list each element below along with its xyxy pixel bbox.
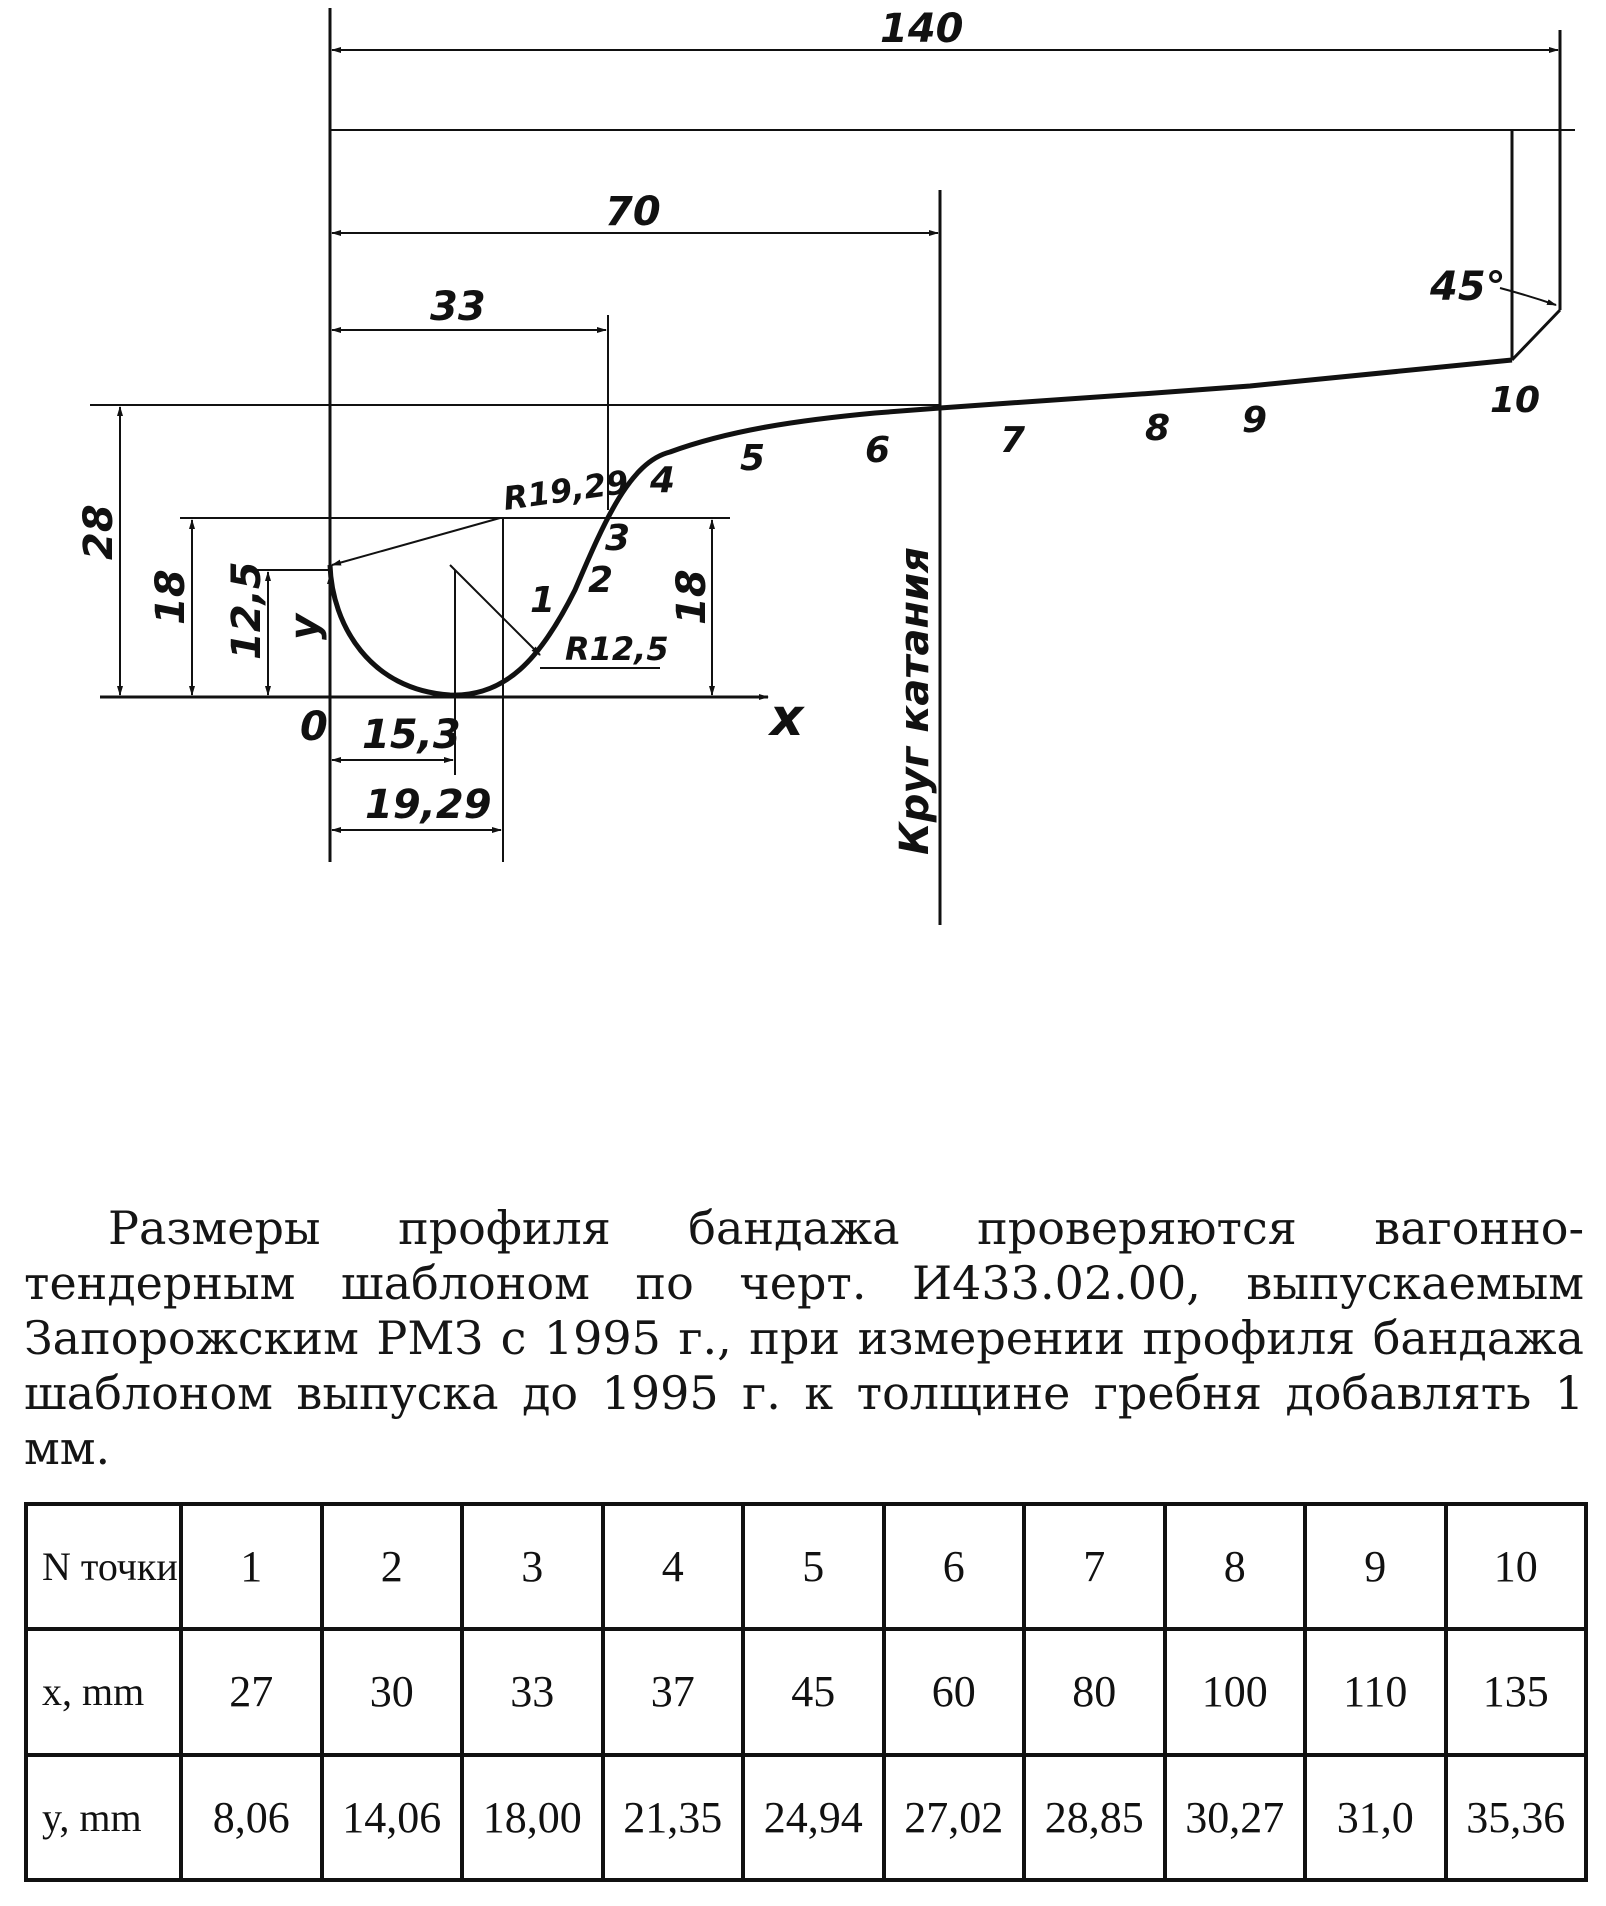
y-row (26, 1755, 1586, 1880)
row-header: x, mm (26, 1629, 181, 1754)
dim-19-29-label: 19,29 (365, 782, 492, 828)
dim-28-label: 28 (76, 504, 122, 560)
table-cell: 100 (1165, 1629, 1306, 1754)
radius-small-label: R12,5 (565, 630, 669, 668)
table-cell: 28,85 (1024, 1755, 1165, 1880)
table-cell: 10 (1446, 1504, 1587, 1629)
table-cell: 27,02 (884, 1755, 1025, 1880)
point-number-row (26, 1504, 1586, 1629)
table-cell: 33 (462, 1629, 603, 1754)
table-cell: 14,06 (322, 1755, 463, 1880)
angle-45-arc (1500, 288, 1556, 305)
table-cell: 30 (322, 1629, 463, 1754)
radius-large-label: R19,29 (500, 462, 631, 518)
table-cell: 35,36 (1446, 1755, 1587, 1880)
dim-18-right-label: 18 (669, 569, 715, 625)
table-cell: 30,27 (1165, 1755, 1306, 1880)
profile-points-table (24, 1502, 1588, 1882)
radius-small-leader (450, 565, 540, 655)
table-cell: 9 (1305, 1504, 1446, 1629)
table-cell: 37 (603, 1629, 744, 1754)
point-label-2: 2 (588, 560, 614, 601)
table-cell: 1 (181, 1504, 322, 1629)
x-row (26, 1629, 1586, 1754)
table-cell: 5 (743, 1504, 884, 1629)
dim-18-left-label: 18 (148, 569, 194, 625)
origin-label: 0 (300, 704, 328, 750)
dim-33-label: 33 (430, 284, 486, 330)
table-cell: 8 (1165, 1504, 1306, 1629)
rolling-circle-label: Круг катания (892, 547, 938, 855)
profile-points-table-body (26, 1504, 1586, 1880)
table-cell: 45 (743, 1629, 884, 1754)
table-cell: 2 (322, 1504, 463, 1629)
dim-15-3-label: 15,3 (362, 712, 461, 758)
verification-note: Размеры профиля бандажа проверяются вагонно-тендерным шаблоном по черт. И433.02.00, выпускаемым Запорожским РМЗ с 1995 г., при измерении профиля бандажа шаблоном выпуска до 1995 г. к толщине гребня добавлять 1 мм. (24, 1201, 1584, 1475)
point-label-7: 7 (1000, 420, 1026, 461)
table-cell: 80 (1024, 1629, 1165, 1754)
table-cell: 60 (884, 1629, 1025, 1754)
point-label-8: 8 (1145, 408, 1171, 449)
point-label-9: 9 (1242, 400, 1268, 441)
point-label-1: 1 (530, 580, 556, 621)
chamfer-line (1512, 310, 1560, 360)
table-cell: 6 (884, 1504, 1025, 1629)
point-label-3: 3 (605, 518, 631, 559)
table-cell: 135 (1446, 1629, 1587, 1754)
x-axis-label: x (770, 688, 804, 748)
point-label-4: 4 (650, 460, 676, 501)
point-label-5: 5 (740, 438, 766, 479)
table-cell: 7 (1024, 1504, 1165, 1629)
angle-45-label: 45° (1430, 264, 1506, 310)
table-cell: 21,35 (603, 1755, 744, 1880)
row-header: N точки (26, 1504, 181, 1629)
row-header: y, mm (26, 1755, 181, 1880)
point-label-10: 10 (1490, 380, 1541, 421)
point-label-6: 6 (865, 430, 891, 471)
table-cell: 27 (181, 1629, 322, 1754)
dim-12-5-label: 12,5 (224, 561, 270, 660)
table-cell: 110 (1305, 1629, 1446, 1754)
table-cell: 31,0 (1305, 1755, 1446, 1880)
table-cell: 4 (603, 1504, 744, 1629)
y-axis-label: y (282, 613, 328, 640)
dim-140-label: 140 (880, 6, 964, 52)
table-cell: 24,94 (743, 1755, 884, 1880)
dim-70-label: 70 (605, 189, 661, 235)
table-cell: 3 (462, 1504, 603, 1629)
table-cell: 8,06 (181, 1755, 322, 1880)
radius-large-leader (332, 518, 500, 565)
table-cell: 18,00 (462, 1755, 603, 1880)
